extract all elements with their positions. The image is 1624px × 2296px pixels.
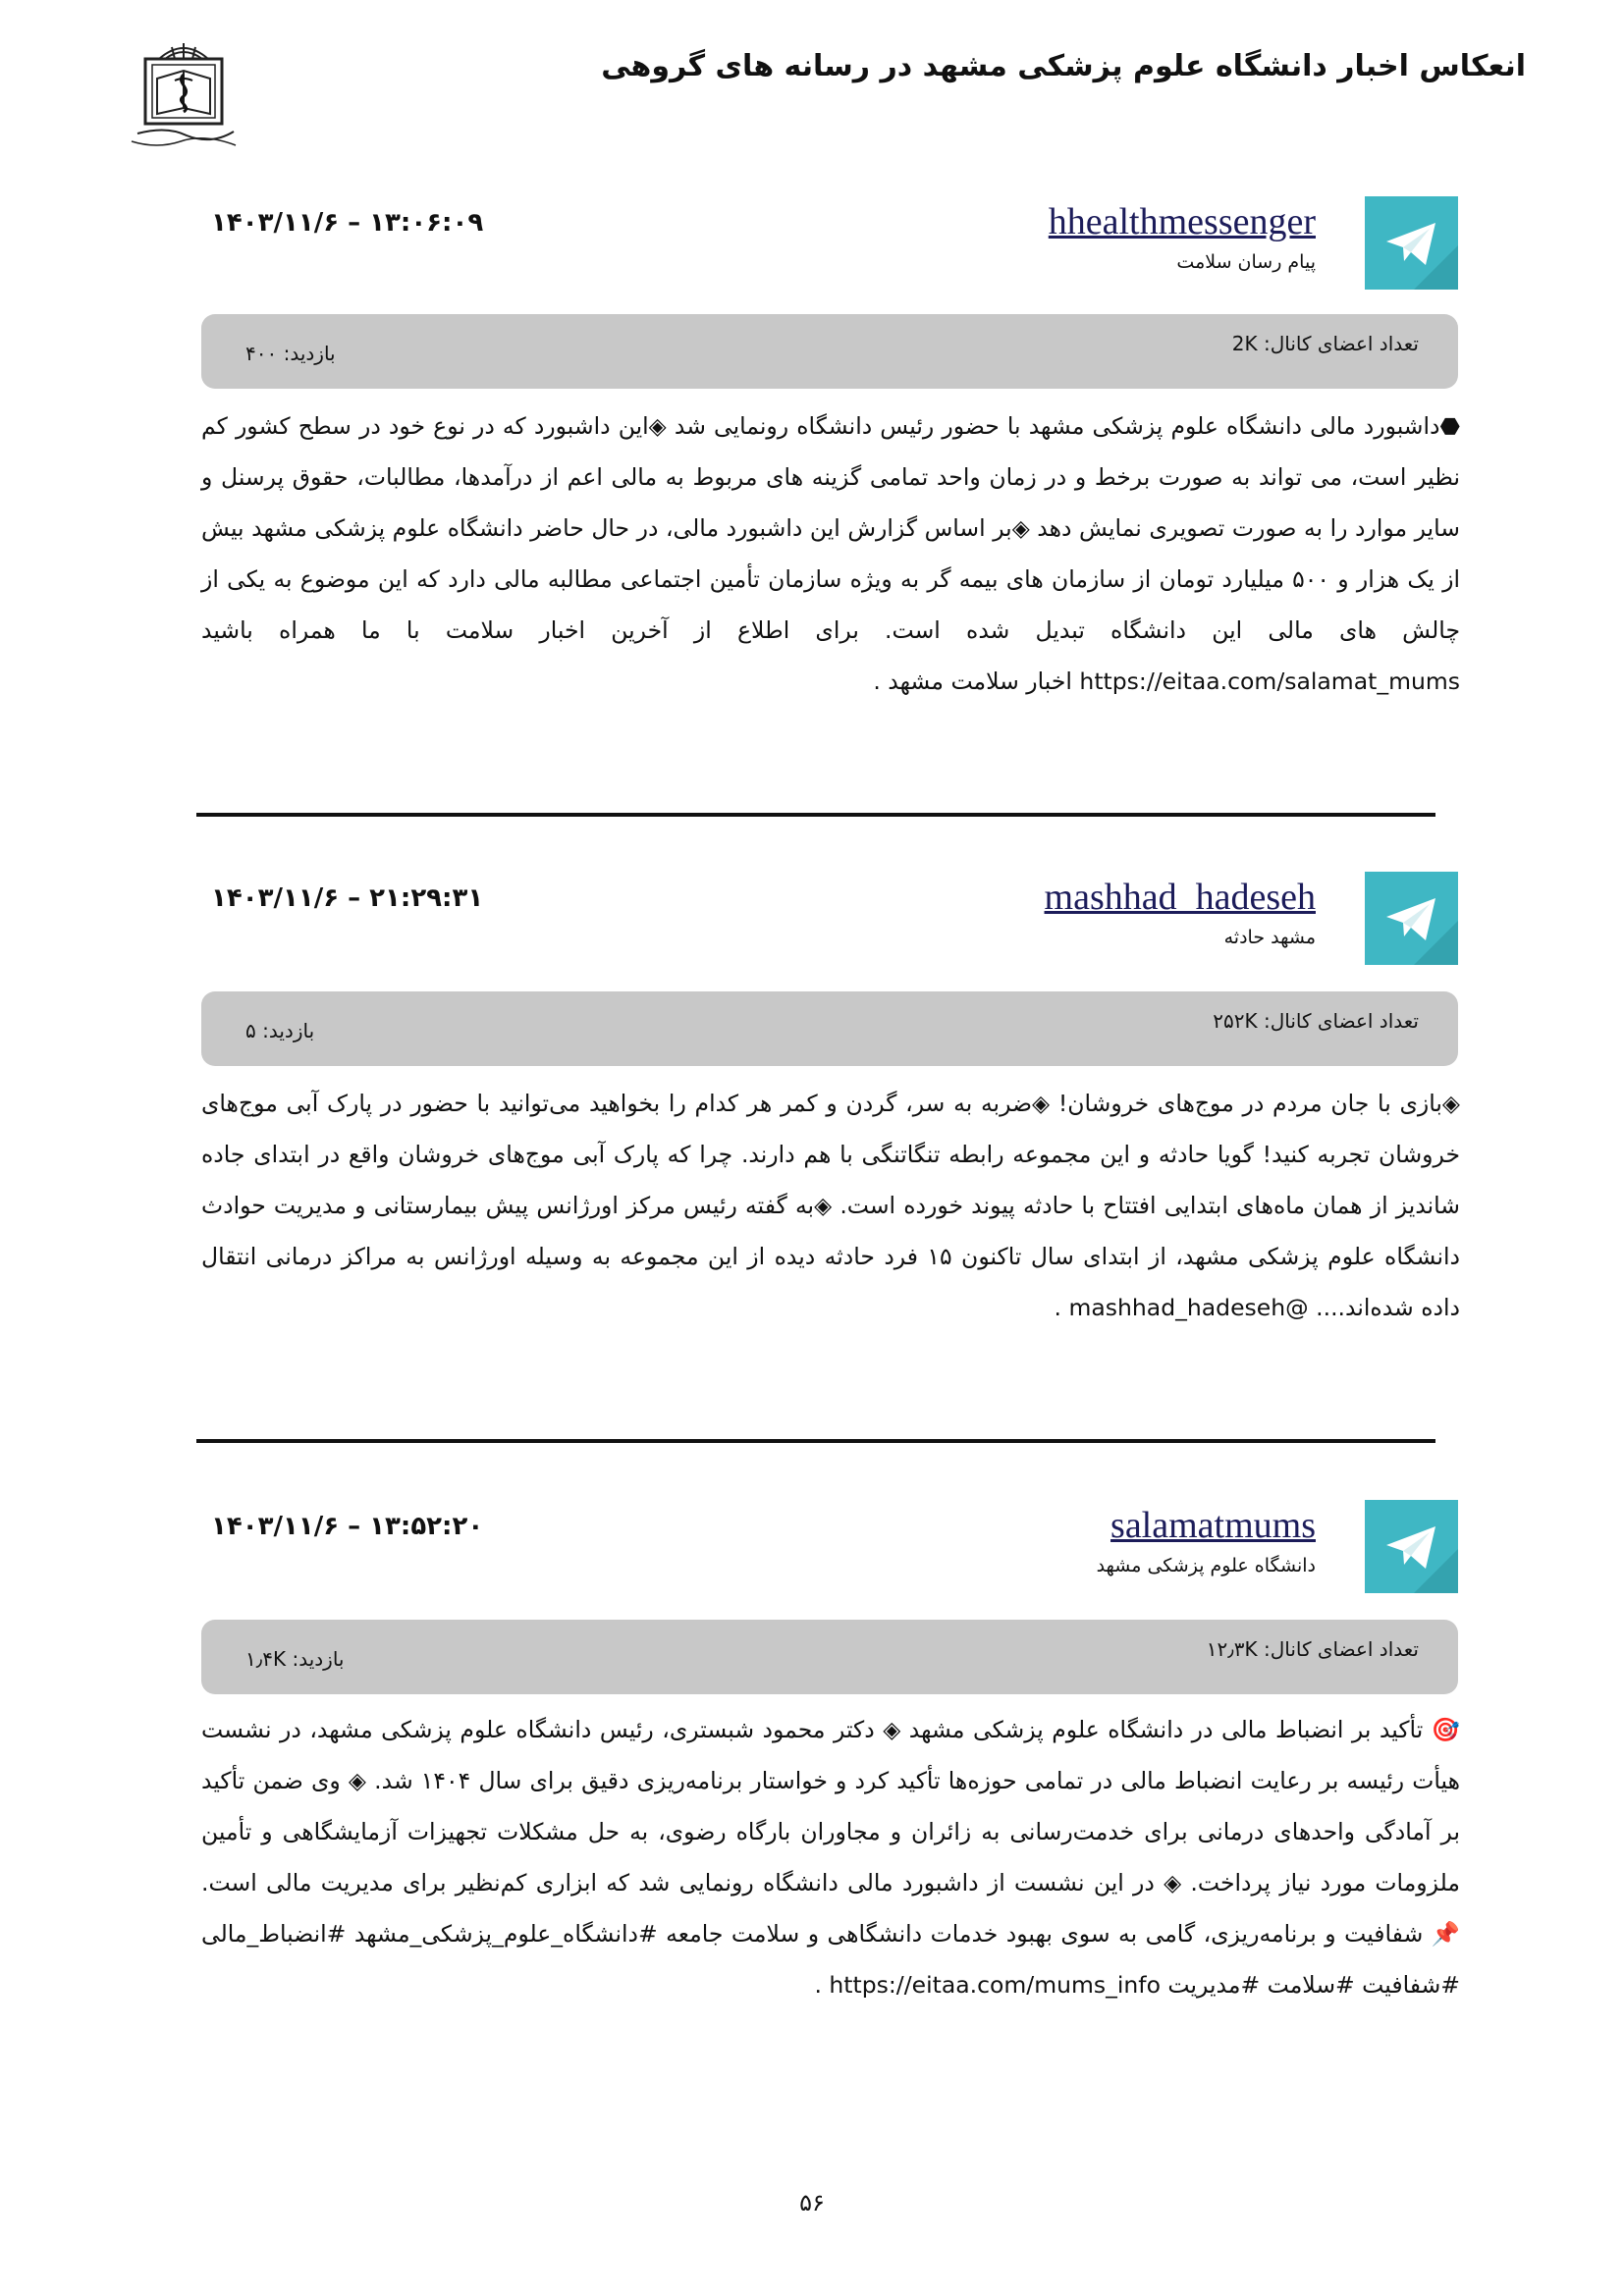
channel-handle-link[interactable]: hhealthmessenger	[1048, 201, 1316, 242]
view-count	[245, 1019, 314, 1042]
member-count	[1232, 332, 1419, 355]
post-datetime: ۱۴۰۳/۱۱/۶ – ۲۱:۲۹:۳۱	[211, 883, 484, 913]
view-count-label: بازدید:	[292, 1647, 345, 1671]
stats-bar	[201, 991, 1458, 1066]
view-count-label: بازدید:	[262, 1019, 315, 1042]
stats-bar	[201, 1620, 1458, 1694]
channel-handle-link[interactable]: salamatmums	[1110, 1505, 1316, 1546]
channel-post	[201, 1500, 1458, 2050]
member-count-label: تعداد اعضای کانال:	[1263, 1009, 1419, 1033]
channel-title: پیام رسان سلامت	[1176, 251, 1316, 273]
view-count	[245, 1647, 344, 1671]
member-count-value: 2K	[1231, 332, 1258, 355]
channel-title: دانشگاه علوم پزشکی مشهد	[1096, 1555, 1316, 1576]
view-count-value: ۵	[245, 1019, 256, 1042]
post-body: ⬣داشبورد مالی دانشگاه علوم پزشکی مشهد با حضور رئیس دانشگاه رونمایی شد ◈این داشبورد که در نوع خود در سطح کشور کم نظیر است، می تواند به صورت برخط و در زمان واحد تمامی گزینه های مربوط به مالی اعم از درآمدها، مطالبات، حقوق پرسنل و سایر موارد را به صورت تصویری نمایش دهد ◈بر اساس گزارش این داشبورد مالی، در حال حاضر دانشگاه علوم پزشکی مشهد بیش از یک هزار و ۵۰۰ میلیارد تومان از سازمان های بیمه گر به ویژه سازمان تأمین اجتماعی مطالبه مالی دارد که این موضوع به یکی از چالش های مالی این دانشگاه تبدیل شده است. برای اطلاع از آخرین اخبار سلامت با ما همراه باشید https://eitaa.com/salamat_mums اخبار سلامت مشهد .	[201, 412, 1460, 695]
member-count-label: تعداد اعضای کانال:	[1263, 332, 1419, 355]
channel-post	[201, 872, 1458, 1323]
channel-handle-link[interactable]: mashhad_hadeseh	[1044, 877, 1316, 918]
page-header	[108, 39, 1526, 177]
member-count-value: ۱۲٫۳K	[1206, 1637, 1258, 1661]
page-number: ۵۶	[799, 2189, 825, 2216]
member-count-label: تعداد اعضای کانال:	[1263, 1637, 1419, 1661]
section-divider	[196, 813, 1435, 817]
view-count-value: ۱٫۴K	[245, 1647, 287, 1671]
page-title: انعکاس اخبار دانشگاه علوم پزشکی مشهد در رسانه های گروهی	[601, 49, 1526, 83]
view-count-value: ۴۰۰	[245, 342, 278, 365]
view-count-label: بازدید:	[283, 342, 336, 365]
telegram-icon[interactable]	[1365, 1500, 1458, 1593]
university-logo	[118, 39, 250, 162]
channel-title: مشهد حادثه	[1223, 927, 1316, 948]
telegram-icon[interactable]	[1365, 872, 1458, 965]
view-count	[245, 342, 336, 365]
channel-post	[201, 196, 1458, 707]
member-count-value: ۲۵۲K	[1213, 1009, 1258, 1033]
post-datetime: ۱۴۰۳/۱۱/۶ – ۱۳:۵۲:۲۰	[211, 1512, 484, 1541]
post-body: 🎯 تأکید بر انضباط مالی در دانشگاه علوم پزشکی مشهد ◈ دکتر محمود شبستری، رئیس دانشگاه علوم پزشکی مشهد، در نشست هیأت رئیسه بر رعایت انضباط مالی در تمامی حوزه‌ها تأکید کرد و خواستار برنامه‌ریزی دقیق برای سال ۱۴۰۴ شد. ◈ وی ضمن تأکید بر آمادگی واحدهای درمانی برای خدمت‌رسانی به زائران و مجاوران بارگاه رضوی، به حل مشکلات تجهیزات آزمایشگاهی و تأمین ملزومات مورد نیاز پرداخت. ◈ در این نشست از داشبورد مالی دانشگاه رونمایی شد که ابزاری کم‌نظیر برای مدیریت مالی است. 📌 شفافیت و برنامه‌ریزی، گامی به سوی بهبود خدمات دانشگاهی و سلامت جامعه #دانشگاه_علوم_پزشکی_مشهد #انضباط_مالی #شفافیت #سلامت #مدیریت https://eitaa.com/mums_info .	[201, 1716, 1460, 1999]
post-datetime: ۱۴۰۳/۱۱/۶ – ۱۳:۰۶:۰۹	[211, 208, 484, 238]
section-divider	[196, 1439, 1435, 1443]
member-count	[1213, 1009, 1419, 1033]
member-count	[1207, 1637, 1419, 1661]
stats-bar	[201, 314, 1458, 389]
telegram-icon[interactable]	[1365, 196, 1458, 290]
post-body: ◈بازی با جان مردم در موج‌های خروشان! ◈ضربه به سر، گردن و کمر هر کدام را بخواهید می‌توانید با حضور در پارک آبی موج‌های خروشان تجربه کنید! گویا حادثه و این مجموعه رابطه تنگاتنگی با هم دارند. چرا که پارک آبی موج‌های خروشان واقع در ابتدای جاده شاندیز از همان ماه‌های ابتدایی افتتاح با حادثه پیوند خورده است. ◈به گفته رئیس مرکز اورژانس پیش بیمارستانی و مدیریت حوادث دانشگاه علوم پزشکی مشهد، از ابتدای سال تاکنون ۱۵ فرد حادثه دیده از این مجموعه به وسیله اورژانس به مراکز درمانی انتقال داده شده‌اند.... @mashhad_hadeseh .	[201, 1090, 1460, 1321]
